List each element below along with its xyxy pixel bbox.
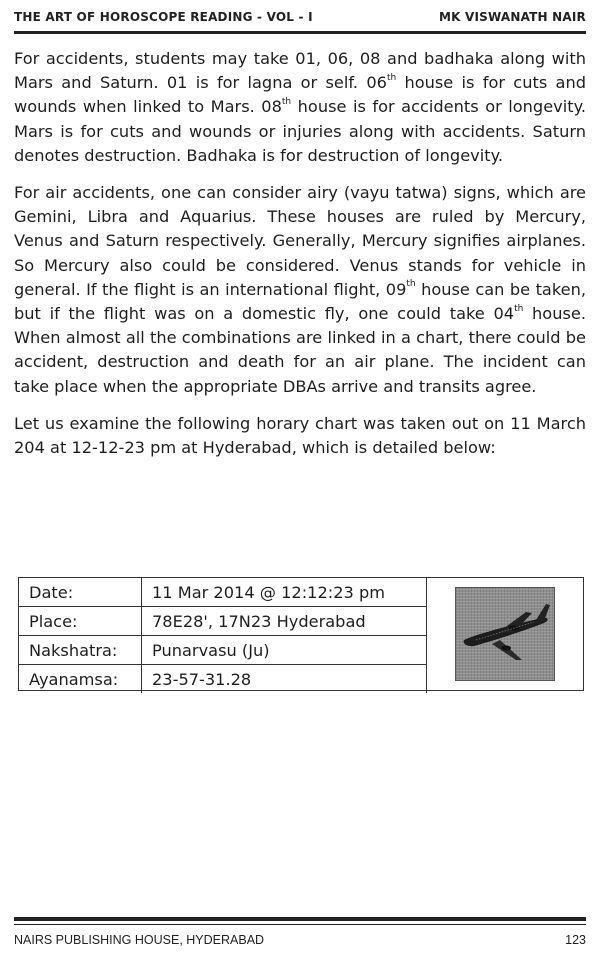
airplane-photo-icon — [455, 587, 555, 681]
page-footer — [14, 930, 586, 950]
author-name: MK VISWANATH NAIR — [438, 10, 586, 24]
image-cell — [427, 578, 583, 690]
footer-rule — [14, 917, 586, 921]
table-row — [19, 607, 427, 636]
table-row — [19, 578, 427, 607]
detail-label: Nakshatra: — [19, 636, 142, 665]
chart-details-box — [18, 577, 584, 691]
detail-label: Ayanamsa: — [19, 665, 142, 694]
detail-value: 78E28', 17N23 Hyderabad — [142, 607, 427, 636]
page-header — [14, 6, 586, 28]
book-title: THE ART OF HOROSCOPE READING - VOL - I — [14, 10, 313, 24]
table-row — [19, 636, 427, 665]
detail-label: Place: — [19, 607, 142, 636]
footer-rule-thin — [14, 924, 586, 925]
detail-value: 11 Mar 2014 @ 12:12:23 pm — [142, 578, 427, 607]
table-row — [19, 665, 427, 694]
header-rule — [14, 31, 586, 34]
page-body — [14, 47, 586, 473]
page-number: 123 — [565, 933, 586, 947]
paragraph-air-accidents: For air accidents, one can consider airy (vayu tatwa) signs, which are Gemini, Libra and Aquarius. These houses are ruled by Mercury, Venus and Saturn respectively. Generally, Mercury signifies airplanes. So Mercury also could be considered. Venus stands for vehicle in general. If the flight is an international flight, 09th house can be taken, but if the flight was on a domestic fly, one could take 04th house. When almost all the combinations are linked in a chart, there could be accident, destruction and death for an air plane. The incident can take place when the appropriate DBAs arrive and transits agree. — [14, 183, 586, 396]
detail-value: Punarvasu (Ju) — [142, 636, 427, 665]
paragraph-horary-intro: Let us examine the following horary chart was taken out on 11 March 204 at 12-12-23 pm at Hyderabad, which is detailed below: — [14, 413, 586, 458]
publisher-name: NAIRS PUBLISHING HOUSE, HYDERABAD — [14, 933, 265, 947]
detail-value: 23-57-31.28 — [142, 665, 427, 694]
paragraph-accidents: For accidents, students may take 01, 06, 08 and badhaka along with Mars and Saturn. 01 is for lagna or self. 06th house is for cuts and wounds when linked to Mars. 08th house is for accidents or longevity. Mars is for cuts and wounds or injuries along with accidents. Saturn denotes destruction. Badhaka is for destruction of longevity. — [14, 49, 586, 165]
chart-details-table — [19, 578, 427, 693]
detail-label: Date: — [19, 578, 142, 607]
